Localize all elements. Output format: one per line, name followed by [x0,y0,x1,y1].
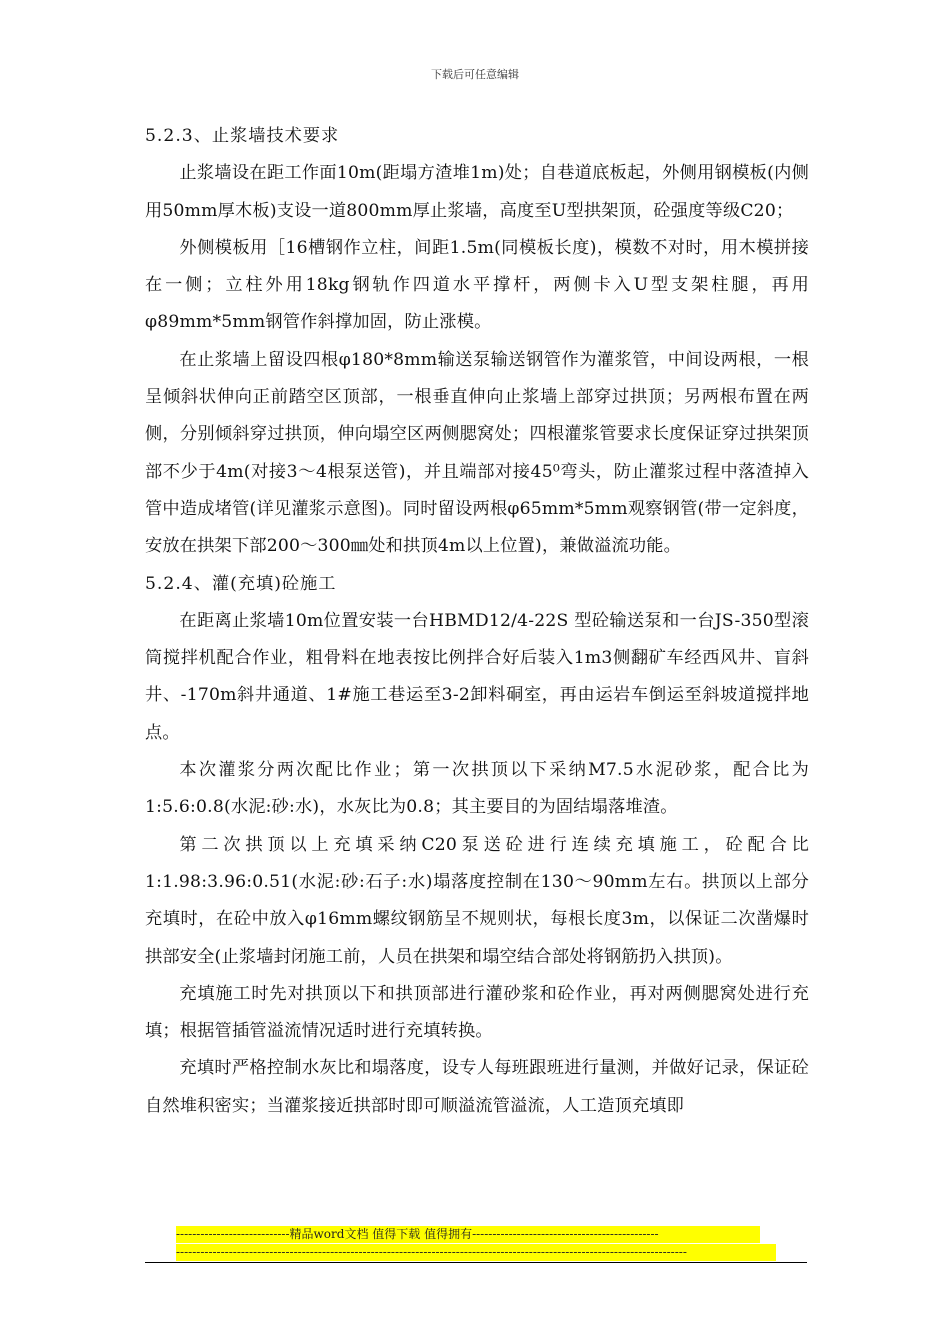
paragraph: 第二次拱顶以上充填采纳C20泵送砼进行连续充填施工，砼配合比1:1.98:3.96:0.51(水泥:砂:石子:水)塌落度控制在130～90mm左右。拱顶以上部分充填时，在砼中放入φ16mm螺纹钢筋呈不规则状，每根长度3m，以保证二次凿爆时拱部安全(止浆墙封闭施工前，人员在拱架和塌空结合部处将钢筋扔入拱顶)。 [145,834,809,967]
section-heading-5-2-4: 5.2.4、灌(充填)砼施工 [145,573,337,594]
paragraph: 本次灌浆分两次配比作业；第一次拱顶以下采纳M7.5水泥砂浆，配合比为1:5.6:0.8(水泥:砂:水)，水灰比为0.8；其主要目的为固结塌落堆渣。 [145,760,809,818]
document-body [145,118,809,1125]
paragraph: 充填施工时先对拱顶以下和拱顶部进行灌砂浆和砼作业，再对两侧腮窝处进行充填；根据管插管溢流情况适时进行充填转换。 [145,983,809,1042]
paragraph: 止浆墙设在距工作面10m(距塌方渣堆1m)处；自巷道底板起，外侧用钢模板(内侧用50mm厚木板)支设一道800mm厚止浆墙，高度至U型拱架顶，砼强度等级C20； [145,163,809,221]
paragraph: 在止浆墙上留设四根φ180*8mm输送泵输送钢管作为灌浆管，中间设两根，一根呈倾斜状伸向正前踏空区顶部，一根垂直伸向止浆墙上部穿过拱顶；另两根布置在两侧，分别倾斜穿过拱顶，伸向塌空区两侧腮窝处；四根灌浆管要求长度保证穿过拱架顶部不少于4m(对接3～4根泵送管)，并且端部对接45⁰弯头，防止灌浆过程中落渣掉入管中造成堵管(详见灌浆示意图)。同时留设两根φ65mm*5mm观察钢管(带一定斜度，安放在拱架下部200～300㎜处和拱顶4m以上位置)，兼做溢流功能。 [145,349,809,557]
paragraph: 外侧模板用［16槽钢作立柱，间距1.5m(同模板长度)，模数不对时，用木模拼接在一侧；立柱外用18kg钢轨作四道水平撑杆，两侧卡入U型支架柱腿，再用φ89mm*5mm钢管作斜撑加固，防止涨模。 [145,237,809,333]
footer-banner-line-2: ------------------------------------------------------------------------------------------------------------------------------ [176,1244,776,1261]
paragraph: 在距离止浆墙10m位置安装一台HBMD12/4-22S 型砼输送泵和一台JS-350型滚筒搅拌机配合作业，粗骨料在地表按比例拌合好后装入1m3侧翻矿车经西风井、盲斜井、-170m斜井通道、1#施工巷运至3-2卸料硐室，再由运岩车倒运至斜坡道搅拌地点。 [145,610,809,743]
paragraph: 充填时严格控制水灰比和塌落度，设专人每班跟班进行量测，并做好记录，保证砼自然堆积密实；当灌浆接近拱部时即可顺溢流管溢流，人工造顶充填即 [145,1058,809,1116]
section-heading-5-2-3: 5.2.3、止浆墙技术要求 [145,126,340,146]
page-header: 下载后可任意编辑 [431,68,519,81]
footer-rule [145,1262,807,1263]
footer-banner-line-1: ----------------------------精品word文档 值得下载 值得拥有---------------------------------------------- [176,1226,760,1243]
